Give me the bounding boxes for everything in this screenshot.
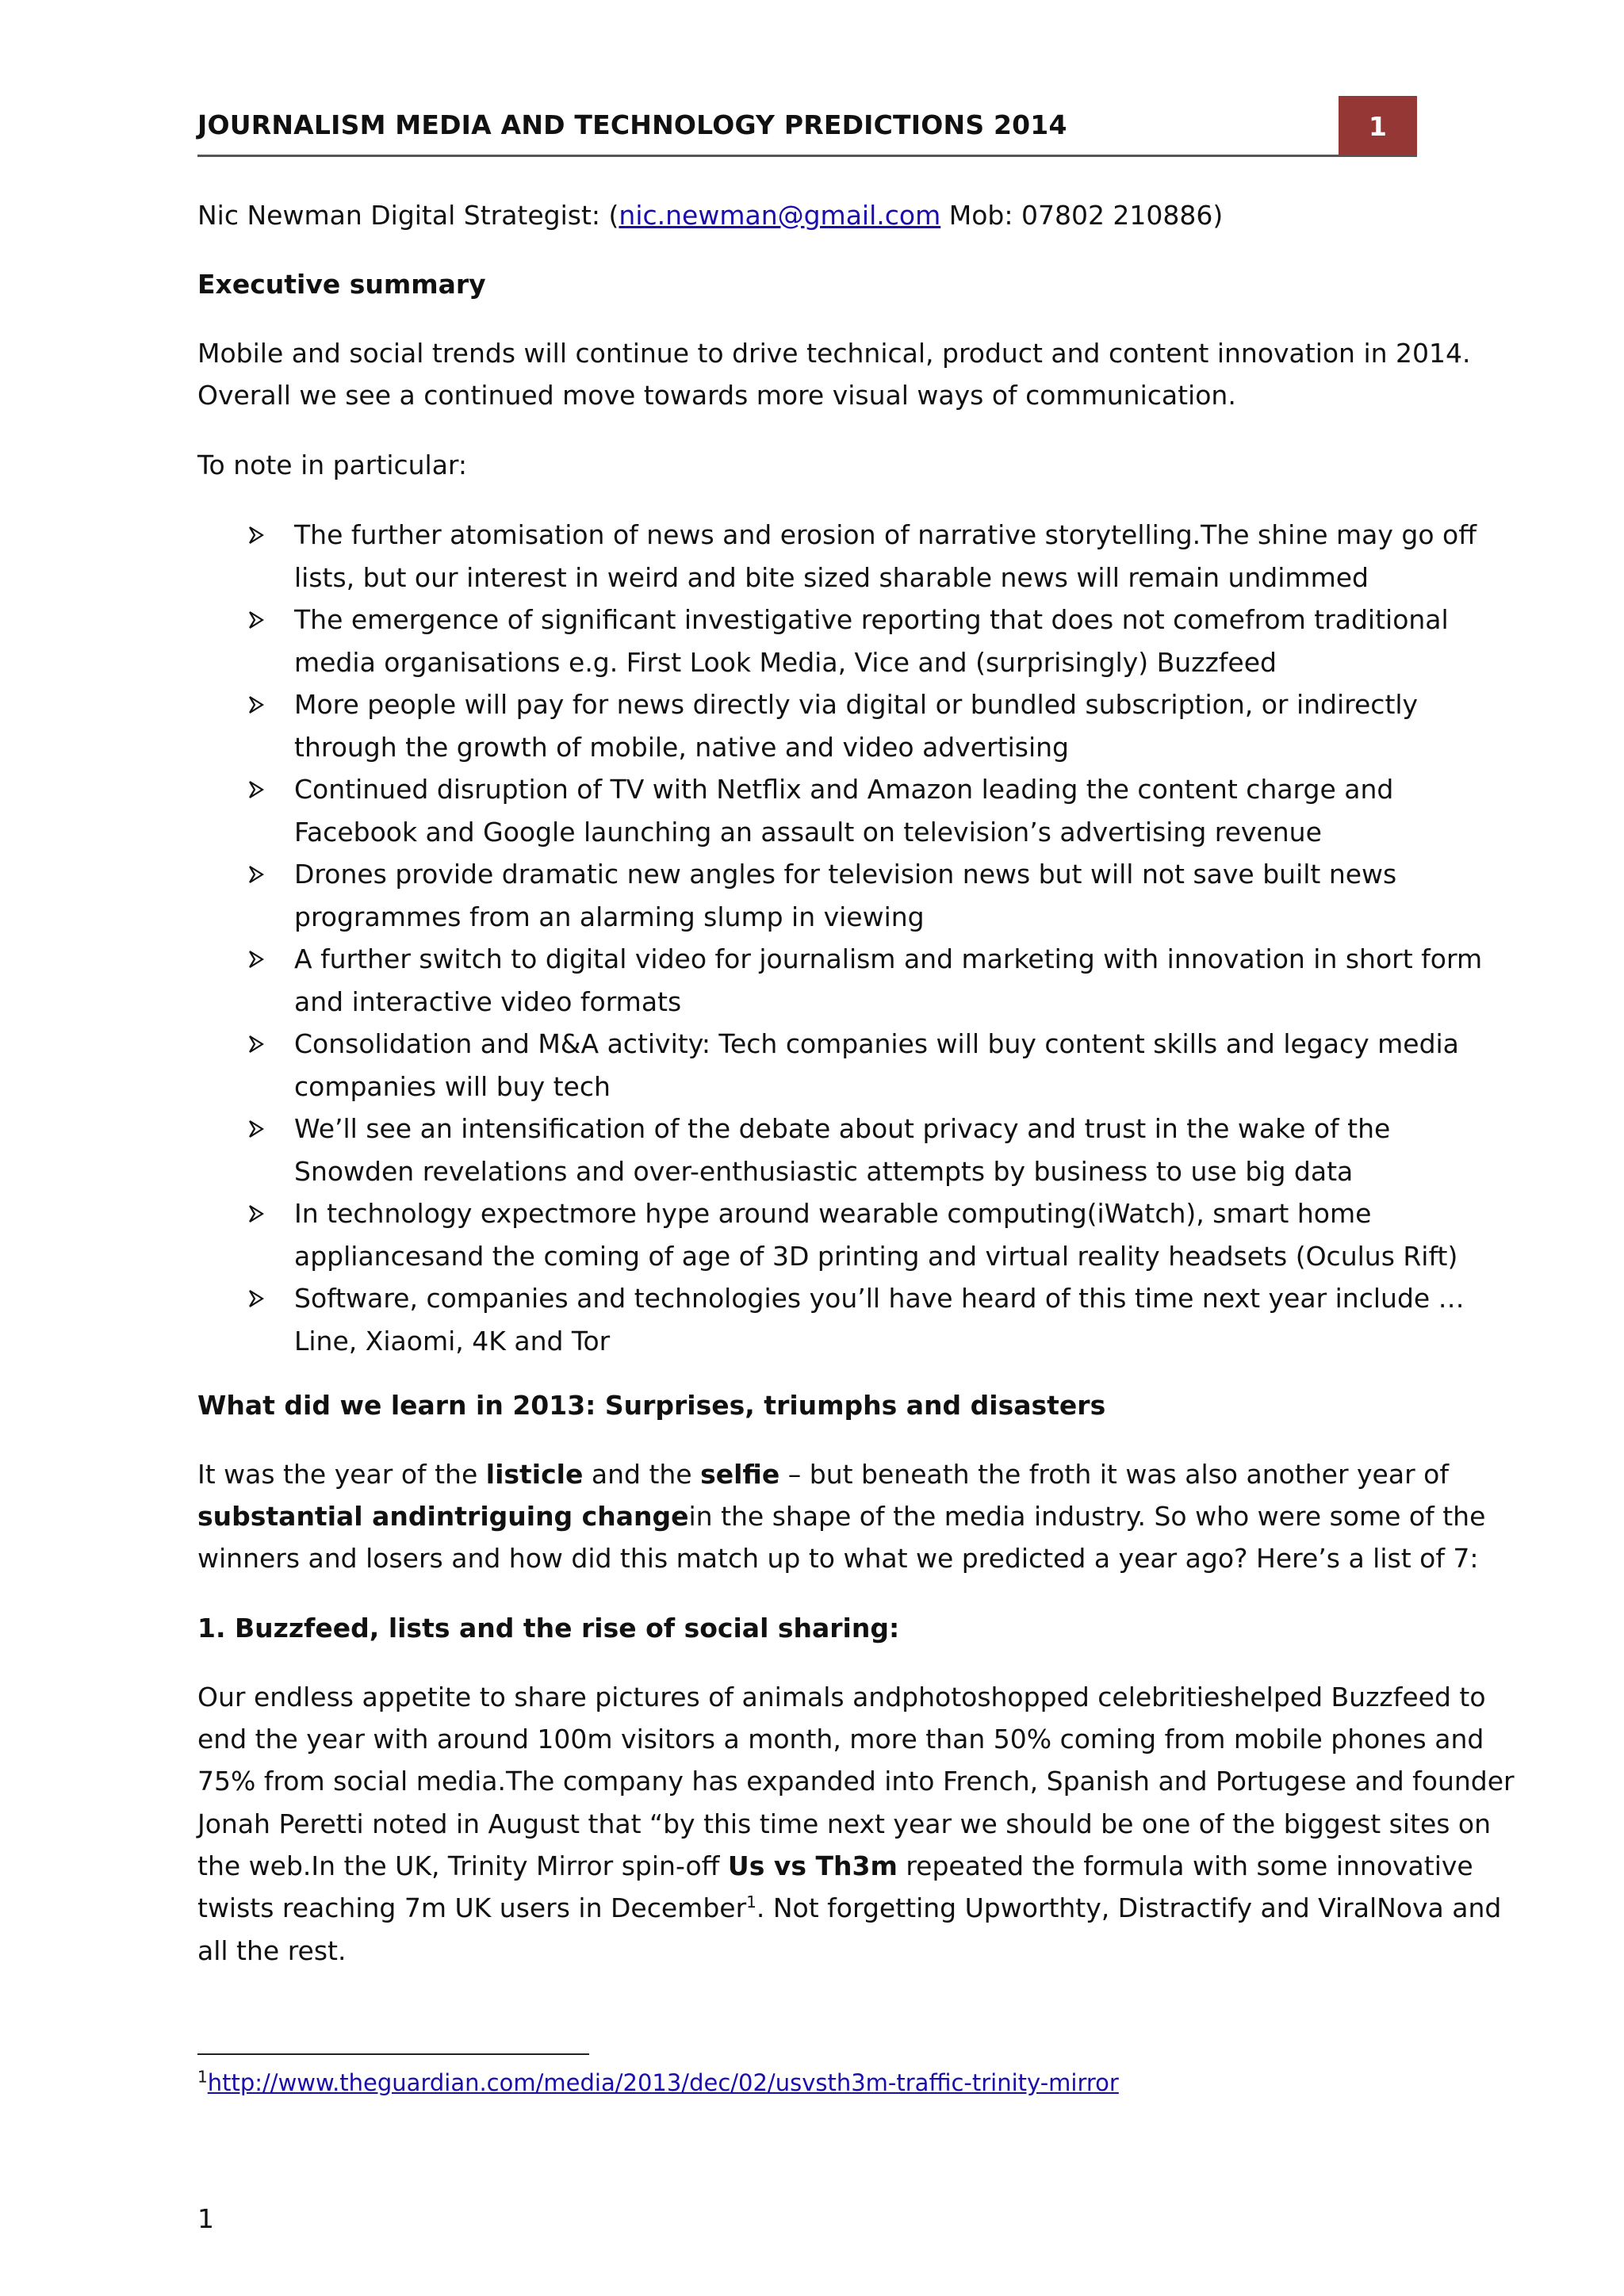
list-item-line: Software, companies and technologies you’ll have heard of this time next year include …: [294, 1283, 1465, 1314]
list-item-line: Drones provide dramatic new angles for television news but will not save built news: [294, 859, 1397, 890]
list-item-line: Continued disruption of TV with Netflix and Amazon leading the content charge and: [294, 774, 1394, 805]
buzzfeed-line: Our endless appetite to share pictures of animals andphotoshopped celebritieshelped Buzzfeed to: [197, 1682, 1486, 1712]
buzzfeed-heading: 1. Buzzfeed, lists and the rise of social sharing:: [197, 1613, 900, 1644]
list-item-line: appliancesand the coming of age of 3D printing and virtual reality headsets (Oculus Rift): [294, 1240, 1458, 1272]
text-run: It was the year of the: [197, 1459, 486, 1490]
page-number-badge: [1339, 96, 1417, 157]
author-line: [197, 194, 1223, 237]
list-item-line: media organisations e.g. First Look Media, Vice and (surprisingly) Buzzfeed: [294, 646, 1277, 678]
author-prefix: Nic Newman Digital Strategist: (: [197, 200, 619, 231]
learn-paragraph-line-3: winners and losers and how did this match up to what we predicted a year ago? Here’s a list of 7:: [197, 1543, 1479, 1574]
author-email-link[interactable]: nic.newman@gmail.com: [619, 200, 941, 231]
list-item: [197, 853, 1482, 938]
exec-summary-heading: Executive summary: [197, 269, 486, 300]
footnote-separator: [197, 2053, 589, 2055]
note-line: To note in particular:: [197, 450, 468, 480]
list-item-line: through the growth of mobile, native and video advertising: [294, 731, 1069, 763]
list-item-line: programmes from an alarming slump in viewing: [294, 901, 925, 932]
text-run: repeated the formula with some innovative: [897, 1850, 1473, 1881]
list-item: [197, 514, 1482, 599]
arrow-bullet-icon: [248, 696, 264, 714]
list-item-line: The emergence of significant investigative reporting that does not comefrom traditional: [294, 604, 1449, 635]
arrow-bullet-icon: [248, 1205, 264, 1223]
page-number: 1: [197, 2203, 214, 2234]
list-item: [197, 938, 1482, 1023]
list-item-line: companies will buy tech: [294, 1070, 611, 1102]
footnote: [197, 2067, 1119, 2099]
arrow-bullet-icon: [248, 951, 264, 968]
document-header-title: JOURNALISM MEDIA AND TECHNOLOGY PREDICTIONS 2014: [197, 109, 1067, 140]
author-suffix: Mob: 07802 210886): [940, 200, 1224, 231]
list-item: [197, 683, 1482, 768]
list-item-line: We’ll see an intensification of the debate about privacy and trust in the wake of the: [294, 1113, 1391, 1144]
footnote-marker: 1: [197, 2067, 208, 2087]
list-item: [197, 599, 1482, 683]
list-item: [197, 768, 1482, 853]
buzzfeed-line: end the year with around 100m visitors a month, more than 50% coming from mobile phones and: [197, 1724, 1484, 1755]
learn-paragraph-line-2: [197, 1495, 1485, 1538]
header-rule: [197, 155, 1417, 157]
list-item-line: More people will pay for news directly via digital or bundled subscription, or indirectly: [294, 689, 1419, 720]
arrow-bullet-icon: [248, 611, 264, 629]
text-run: . Not forgetting Upworthty, Distractify and ViralNova and: [756, 1892, 1502, 1923]
buzzfeed-line: Jonah Peretti noted in August that “by this time next year we should be one of the biggest sites on: [197, 1808, 1492, 1839]
arrow-bullet-icon: [248, 866, 264, 883]
buzzfeed-line: 75% from social media.The company has expanded into French, Spanish and Portugese and founder: [197, 1766, 1515, 1797]
text-run: in the shape of the media industry. So who were some of the: [688, 1501, 1486, 1532]
bold-run: substantial andintriguing change: [197, 1501, 689, 1532]
bold-run: Us vs Th3m: [727, 1850, 898, 1881]
list-item: [197, 1108, 1482, 1192]
list-item-line: and interactive video formats: [294, 985, 682, 1017]
footnote-reference[interactable]: 1: [746, 1892, 756, 1911]
bold-run: listicle: [485, 1459, 584, 1490]
text-run: and the: [583, 1459, 701, 1490]
footnote-link[interactable]: http://www.theguardian.com/media/2013/dec/02/usvsth3m-traffic-trinity-mirror: [207, 2069, 1119, 2096]
arrow-bullet-icon: [248, 1120, 264, 1138]
list-item-line: lists, but our interest in weird and bite sized sharable news will remain undimmed: [294, 561, 1369, 593]
list-item-line: Snowden revelations and over-enthusiastic attempts by business to use big data: [294, 1155, 1354, 1187]
learn-heading: What did we learn in 2013: Surprises, triumphs and disasters: [197, 1390, 1106, 1421]
list-item-line: Consolidation and M&A activity: Tech companies will buy content skills and legacy media: [294, 1028, 1459, 1059]
buzzfeed-line: all the rest.: [197, 1935, 347, 1966]
buzzfeed-line: [197, 1887, 1501, 1930]
list-item: [197, 1277, 1482, 1362]
text-run: twists reaching 7m UK users in December: [197, 1892, 747, 1923]
exec-summary-intro-line-1: Mobile and social trends will continue to drive technical, product and content innovation in 2014.: [197, 338, 1471, 369]
predictions-list: [197, 514, 1482, 1362]
list-item: [197, 1192, 1482, 1277]
text-run: the web.In the UK, Trinity Mirror spin-off: [197, 1850, 728, 1881]
exec-summary-intro-line-2: Overall we see a continued move towards more visual ways of communication.: [197, 380, 1236, 411]
page-number-badge-text: 1: [1369, 111, 1387, 142]
buzzfeed-line: [197, 1845, 1473, 1888]
list-item-line: In technology expectmore hype around wearable computing(iWatch), smart home: [294, 1198, 1372, 1229]
list-item-line: Facebook and Google launching an assault on television’s advertising revenue: [294, 816, 1322, 848]
arrow-bullet-icon: [248, 526, 264, 544]
list-item-line: The further atomisation of news and erosion of narrative storytelling.The shine may go off: [294, 519, 1477, 550]
learn-paragraph-line-1: [197, 1453, 1449, 1496]
bold-run: selfie: [700, 1459, 780, 1490]
text-run: – but beneath the froth it was also another year of: [779, 1459, 1449, 1490]
list-item-line: Line, Xiaomi, 4K and Tor: [294, 1325, 611, 1357]
list-item-line: A further switch to digital video for journalism and marketing with innovation in short form: [294, 943, 1483, 974]
arrow-bullet-icon: [248, 1290, 264, 1307]
arrow-bullet-icon: [248, 1035, 264, 1053]
arrow-bullet-icon: [248, 781, 264, 798]
list-item: [197, 1023, 1482, 1108]
